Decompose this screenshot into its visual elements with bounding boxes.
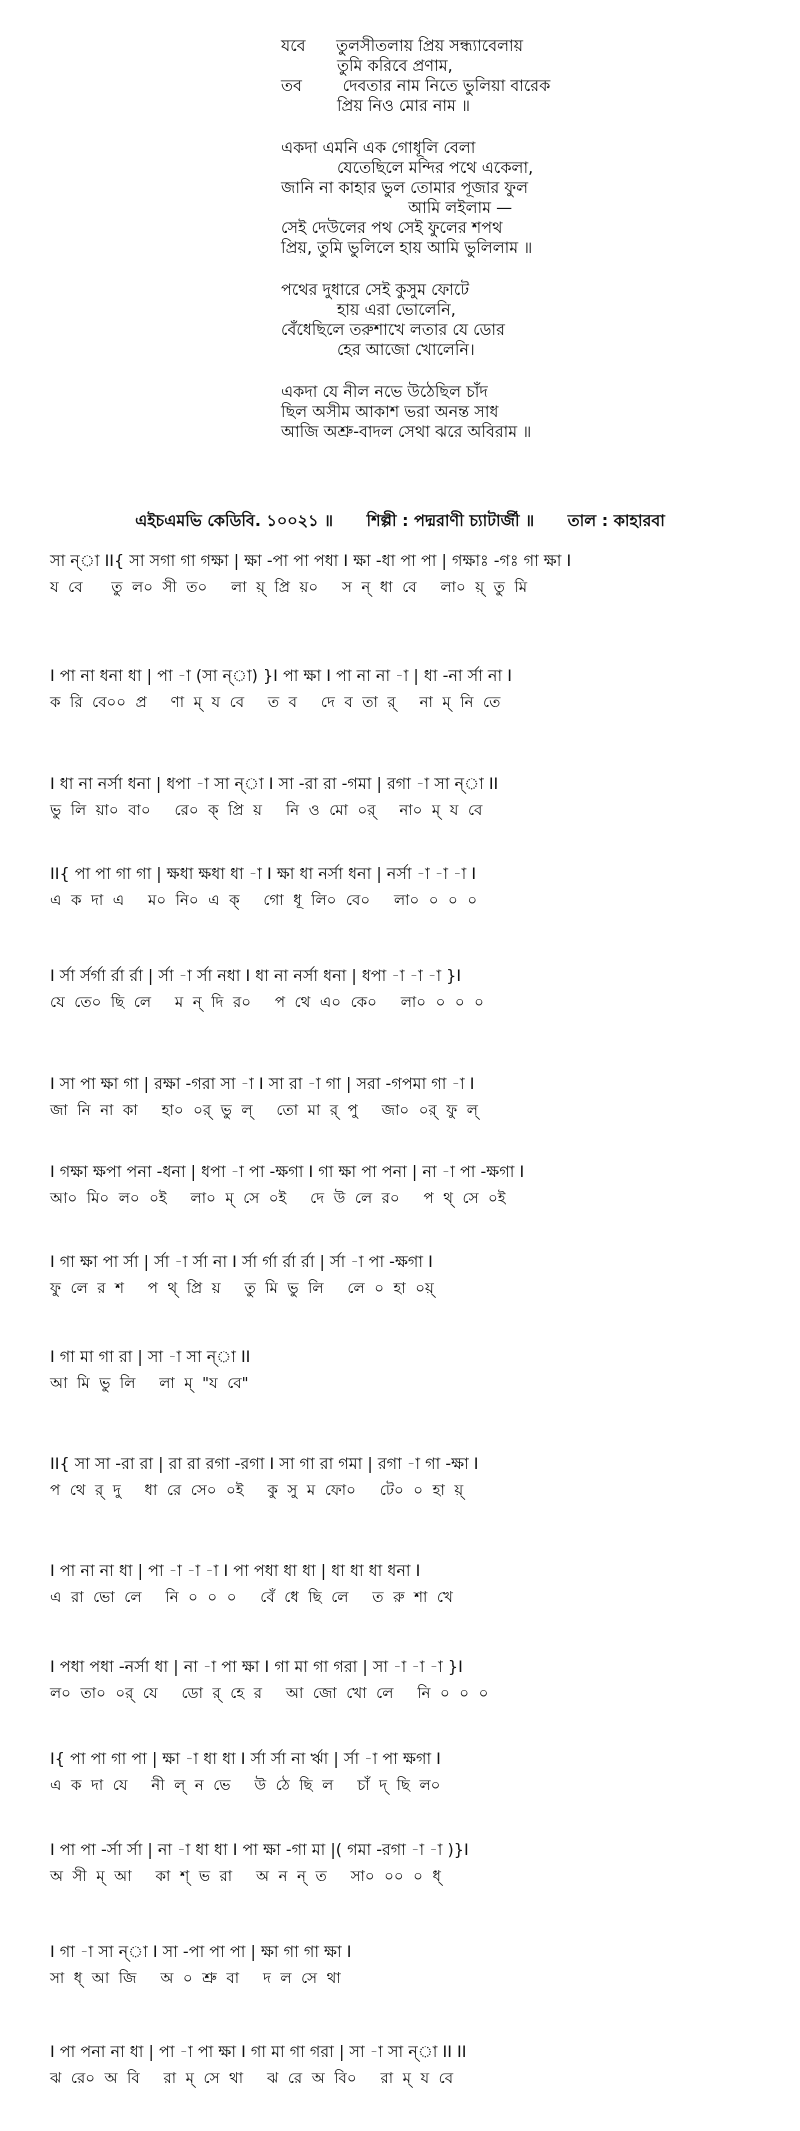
swara-row: I পা পা -র্সা র্সা | না -া ধা ধা I পা ক্ষা -গা মা |( গমা -রগা -া -া )}I [50, 1840, 469, 1859]
notation-line-5 [50, 962, 770, 1016]
lyrics-block [281, 36, 661, 464]
lyric-line: হায় এরা ভোলেনি, [281, 300, 456, 319]
swara-row: I সা পা ক্ষা গা | রক্ষা -গরা সা -া I সা রা -া গা | সরা -গপমা গা -া I [50, 1074, 475, 1093]
lyric-line: যেতেছিলে মন্দির পথে একেলা, [281, 158, 534, 177]
swara-row: সা ন্‌া II{ সা সগা গা গক্ষা | ক্ষা -পা পা পধা I ক্ষা -ধা পা পা | গক্ষাঃ -গঃ গা ক্ষা I [50, 551, 572, 570]
lyric-syllable-row: অ সী ম্ আ কা শ্ ভ রা অ ন ন্ ত সা০ ০০ ০ ধ্ [50, 1867, 441, 1885]
swara-row: I পা না ধনা ধা | পা -া (সা ন্‌া) }I পা ক্ষা I পা না না -া | ধা -না র্সা না I [50, 666, 512, 685]
artist-name: শিল্পী : পদ্মরাণী চ্যাটার্জী ॥ [366, 511, 535, 530]
notation-line-9 [50, 1343, 770, 1397]
swara-row: I গক্ষা ক্ষপা পনা -ধনা | ধপা -া পা -ক্ষগা I গা ক্ষা পা পনা | না -া পা -ক্ষগা I [50, 1162, 525, 1181]
lyric-line: একদা এমনি এক গোধূলি বেলা [281, 138, 476, 157]
notation-line-1 [50, 547, 770, 601]
lyric-line: ছিল অসীম আকাশ ভরা অনন্ত সাধ [281, 402, 499, 421]
notation-line-12 [50, 1653, 770, 1707]
notation-line-6 [50, 1070, 770, 1124]
lyric-syllable-row: এ রা ভো লে নি ০ ০ ০ বেঁ ধে ছি লে ত রু শা খে [50, 1588, 453, 1606]
notation-line-16 [50, 2038, 770, 2092]
notation-line-3 [50, 770, 770, 824]
lyric-syllable-row: ক রি বে০০ প্র ণা ম্ য বে ত ব দে ব তা র্ না ম্ নি তে [50, 693, 501, 711]
lyric-syllable-row: আ০ মি০ ল০ ০ই লা০ ম্ সে ০ই দে উ লে র০ প থ্ সে ০ই [50, 1189, 506, 1207]
swara-row: I গা মা গা রা | সা -া সা ন্‌া II [50, 1347, 251, 1366]
notation-line-15 [50, 1938, 770, 1992]
lyric-syllable-row: এ ক দা যে নী ল্ ন ভে উ ঠে ছি ল চাঁ দ্ ছি ল০ [50, 1776, 441, 1794]
lyric-syllable-row: এ ক দা এ ম০ নি০ এ ক্ গো ধূ লি০ বে০ লা০ ০ ০ ০ [50, 891, 478, 909]
lyric-line: পথের দুধারে সেই কুসুম ফোটে [281, 280, 470, 299]
lyric-line: যবে তুলসীতলায় প্রিয় সন্ধ্যাবেলায় [281, 36, 524, 55]
swara-row: I পা না না ধা | পা -া -া -া I পা পধা ধা ধা | ধা ধা ধা ধনা I [50, 1561, 421, 1580]
swara-row: I ধা না নর্সা ধনা | ধপা -া সা ন্‌া I সা -রা রা -গমা | রগা -া সা ন্‌া II [50, 774, 499, 793]
lyric-line: জানি না কাহার ভুল তোমার পূজার ফুল [281, 178, 529, 197]
lyrics-stanza-1 [281, 36, 661, 116]
lyric-line: একদা যে নীল নভে উঠেছিল চাঁদ [281, 382, 488, 401]
lyrics-stanza-4 [281, 382, 661, 442]
lyric-line: প্রিয় নিও মোর নাম ॥ [281, 96, 471, 115]
record-header [0, 508, 800, 535]
notation-line-2 [50, 662, 770, 716]
notation-line-7 [50, 1158, 770, 1212]
swara-row: I পধা পধা -নর্সা ধা | না -া পা ক্ষা I গা মা গা গরা | সা -া -া -া }I [50, 1657, 463, 1676]
swara-row: II{ পা পা গা গা | ক্ষধা ক্ষধা ধা -া I ক্ষা ধা নর্সা ধনা | নর্সা -া -া -া I [50, 864, 477, 883]
lyric-syllable-row: যে তে০ ছি লে ম ন্‌ দি র০ প থে এ০ কে০ লা০ ০ ০ ০ [50, 993, 484, 1011]
lyric-syllable-row: প থে র্ দু ধা রে সে০ ০ই কু সু ম ফো০ টে০ ০ হা য়্ [50, 1481, 464, 1499]
lyric-syllable-row: আ মি ভু লি লা ম্ "য বে" [50, 1374, 249, 1392]
lyric-syllable-row: ভু লি য়া০ বা০ রে০ ক্ প্রি য় নি ও মো ০র্ না০ ম্ য বে [50, 801, 483, 819]
lyric-line: আজি অশ্রু-বাদল সেথা ঝরে অবিরাম ॥ [281, 422, 532, 441]
lyric-line: বেঁধেছিলে তরুশাখে লতার যে ডোর [281, 320, 505, 339]
notation-line-14 [50, 1836, 770, 1890]
swara-row: I র্সা র্সর্গা র্রা র্রা | র্সা -া র্সা নধা I ধা না নর্সা ধনা | ধপা -া -া -া }I [50, 966, 462, 985]
taal-name: তাল : কাহারবা [567, 511, 665, 530]
lyric-line: সেই দেউলের পথ সেই ফুলের শপথ [281, 218, 503, 237]
swara-row: I গা ক্ষা পা র্সা | র্সা -া র্সা না I র্সা র্গা র্রা র্রা | র্সা -া পা -ক্ষগা I [50, 1252, 433, 1271]
lyric-syllable-row: ফু লে র শ প থ্ প্রি য় তু মি ভু লি লে ০ হা ০য়্ [50, 1279, 434, 1297]
lyric-line: তব দেবতার নাম নিতে ভুলিয়া বারেক [281, 76, 551, 95]
lyrics-stanza-2 [281, 138, 661, 258]
swara-row: II{ সা সা -রা রা | রা রা রগা -রগা I সা গা রা গমা | রগা -া গা -ক্ষা I [50, 1454, 479, 1473]
notation-line-8 [50, 1248, 770, 1302]
lyric-line: প্রিয়, তুমি ভুলিলে হায় আমি ভুলিলাম ॥ [281, 238, 533, 257]
swara-row: I পা পনা না ধা | পা -া পা ক্ষা I গা মা গা গরা | সা -া সা ন্‌া II II [50, 2042, 467, 2061]
lyric-line: আমি লইলাম — [281, 198, 513, 217]
lyric-line: তুমি করিবে প্রণাম, [281, 56, 453, 75]
lyric-line: হের আজো খোলেনি। [281, 340, 475, 359]
notation-line-13 [50, 1745, 770, 1799]
lyrics-stanza-3 [281, 280, 661, 360]
notation-line-11 [50, 1557, 770, 1611]
lyric-syllable-row: য বে তু ল০ সী ত০ লা য়্ প্রি য়০ স ন্‌ ধা বে লা০ য়্ তু মি [50, 578, 528, 596]
notation-line-10 [50, 1450, 770, 1504]
swara-row: I{ পা পা গা পা | ক্ষা -া ধা ধা I র্সা র্সা না র্ঋা | র্সা -া পা ক্ষগা I [50, 1749, 441, 1768]
lyric-syllable-row: ল০ তা০ ০র্ যে ডো র্ হে র আ জো খো লে নি ০ ০ ০ [50, 1684, 489, 1702]
lyric-syllable-row: ঝ রে০ অ বি রা ম্ সে থা ঝ রে অ বি০ রা ম্ য বে [50, 2069, 454, 2087]
notation-line-4 [50, 860, 770, 914]
lyric-syllable-row: জা নি না কা হা০ ০র্ ভু ল্ তো মা র্ পু জা০ ০র্ ফু ল্ [50, 1101, 478, 1119]
swara-row: I গা -া সা ন্‌া I সা -পা পা পা | ক্ষা গা গা ক্ষা I [50, 1942, 352, 1961]
record-number: এইচএমভি কেডিবি. ১০০২১ ॥ [135, 511, 334, 530]
lyric-syllable-row: সা ধ্ আ জি অ ০ শ্রু বা দ ল সে থা [50, 1969, 341, 1987]
